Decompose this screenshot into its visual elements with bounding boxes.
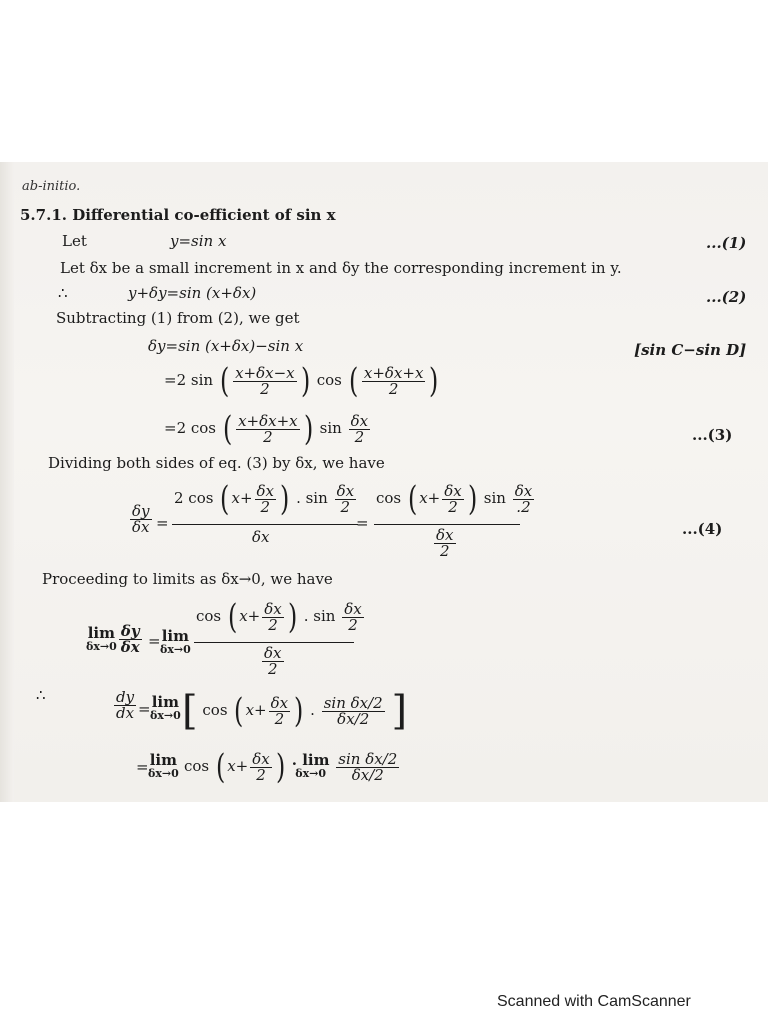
eq4-num1-x: x+ bbox=[231, 489, 253, 507]
lim-rhs-limit-block bbox=[160, 627, 191, 656]
eq4-equals-1: = bbox=[156, 514, 169, 532]
lim-rhs-sin: . sin bbox=[303, 607, 336, 625]
final-sin-frac bbox=[322, 693, 385, 728]
left-paren: ( bbox=[215, 747, 226, 787]
last-equals: = bbox=[136, 758, 149, 776]
lim-rhs-den-n: δx bbox=[264, 644, 282, 662]
eq4-num2-cos: cos bbox=[376, 489, 402, 507]
eq4-num1-frac bbox=[255, 481, 277, 516]
step-b-den1: 2 bbox=[263, 427, 273, 446]
lim-lhs-den: δx bbox=[120, 638, 140, 656]
step-a-num2: x+δx+x bbox=[363, 363, 424, 382]
final-dot: . bbox=[310, 701, 315, 719]
step-b-prefix: =2 cos bbox=[164, 419, 217, 437]
step-a-num1: x+δx−x bbox=[235, 363, 295, 382]
last-dx: δx bbox=[252, 749, 270, 768]
therefore-symbol: ∴ bbox=[58, 284, 68, 302]
eq4-num2-two: 2 bbox=[448, 497, 458, 516]
lim-word: lim bbox=[151, 693, 180, 711]
lim-word: lim bbox=[149, 751, 178, 769]
eq4-num2-sfrac bbox=[513, 481, 535, 516]
lim-lhs-frac bbox=[119, 624, 142, 655]
eq4-lhs-frac bbox=[130, 504, 152, 535]
eq4-label: ...(4) bbox=[682, 520, 723, 538]
eq3-label: ...(3) bbox=[692, 426, 733, 444]
eq4-num2-frac bbox=[442, 481, 464, 516]
eq4-num1-dot: . sin bbox=[296, 489, 328, 507]
last-limit-1-block bbox=[148, 751, 179, 780]
left-paren: ( bbox=[219, 361, 230, 401]
last-x: x+ bbox=[227, 757, 249, 775]
lim-rhs-num bbox=[196, 597, 366, 637]
subtract-line: Subtracting (1) from (2), we get bbox=[56, 309, 300, 327]
last-limit-2 bbox=[291, 751, 330, 780]
lim-rhs-sn: δx bbox=[344, 599, 362, 618]
lim-lhs-num: δy bbox=[119, 624, 142, 640]
eq4-equals-2: = bbox=[356, 514, 369, 532]
right-paren: ) bbox=[287, 597, 297, 637]
eq4-num2-x: x+ bbox=[419, 489, 441, 507]
lim-rhs-den bbox=[260, 646, 286, 677]
last-two: 2 bbox=[256, 765, 266, 784]
last-cos: cos bbox=[184, 757, 210, 775]
left-paren: ( bbox=[227, 597, 238, 637]
eq4-den2-n: δx bbox=[436, 526, 454, 544]
lim-rhs-dx: δx bbox=[264, 599, 282, 618]
step-b-num1: x+δx+x bbox=[238, 411, 298, 430]
lim-word: lim bbox=[87, 623, 116, 642]
left-paren: ( bbox=[220, 479, 230, 519]
final-cos: cos bbox=[202, 701, 228, 719]
right-paren: ) bbox=[275, 747, 285, 787]
lim-sub: δx→0 bbox=[86, 639, 117, 653]
limits-line: Proceeding to limits as δx→0, we have bbox=[42, 570, 333, 588]
right-paren: ) bbox=[429, 361, 439, 401]
eq4-den2-d: 2 bbox=[439, 542, 450, 560]
eq4-num1-two: 2 bbox=[260, 497, 271, 516]
left-bracket: [ bbox=[182, 688, 198, 734]
eq4-lhs-num: δy bbox=[132, 502, 150, 520]
eq1-label: ...(1) bbox=[706, 234, 747, 252]
step-b-mid: sin bbox=[319, 419, 342, 437]
right-paren: ) bbox=[280, 479, 290, 519]
eq4-den2-frac bbox=[434, 528, 456, 559]
eq4-num2-sd: .2 bbox=[516, 497, 531, 516]
lim-sub: δx→0 bbox=[295, 767, 326, 780]
right-paren: ) bbox=[300, 361, 310, 401]
final-equals: = bbox=[138, 700, 151, 718]
step-a-frac2 bbox=[362, 363, 426, 398]
sin-c-d-note: [sin C−sin D] bbox=[634, 341, 747, 359]
section-title: 5.7.1. Differential co-efficient of sin x bbox=[20, 206, 336, 224]
header-fragment: ab-initio. bbox=[22, 179, 81, 194]
lim-fraction-bar bbox=[194, 642, 354, 643]
eq4-num2 bbox=[376, 479, 536, 519]
step-a-den1: 2 bbox=[260, 379, 270, 398]
right-paren: ) bbox=[294, 691, 304, 731]
last-expr bbox=[184, 746, 401, 786]
last-sin-den: δx/2 bbox=[351, 765, 384, 784]
final-lhs-num: dy bbox=[116, 688, 135, 706]
eq4-num1-sd: 2 bbox=[340, 497, 351, 516]
therefore-symbol-2: ∴ bbox=[36, 686, 46, 704]
last-frac bbox=[250, 749, 272, 784]
lim-rhs-frac bbox=[262, 599, 284, 634]
step-a-mid: cos bbox=[316, 371, 342, 389]
step-b bbox=[164, 408, 372, 448]
final-two: 2 bbox=[274, 709, 285, 728]
lim-sub: δx→0 bbox=[160, 643, 191, 656]
lim-sub: δx→0 bbox=[150, 709, 181, 722]
eq4-lhs-den: δx bbox=[132, 518, 150, 536]
eq4-num2-dx: δx bbox=[444, 481, 462, 500]
lim-rhs-sd: 2 bbox=[348, 615, 358, 634]
step-a-frac1 bbox=[233, 363, 297, 398]
step-a-prefix: =2 sin bbox=[164, 371, 214, 389]
lim-rhs-sfrac bbox=[342, 599, 364, 634]
lim-rhs-den-frac bbox=[262, 646, 284, 677]
let-label: Let bbox=[62, 232, 87, 250]
lim-rhs-limit bbox=[160, 627, 191, 656]
final-x: x+ bbox=[245, 701, 267, 719]
eq4-num1-sn: δx bbox=[336, 481, 355, 500]
eq4-num2-sn: δx bbox=[514, 481, 533, 500]
lim-lhs-limit bbox=[86, 623, 117, 653]
let-equation: y=sin x bbox=[170, 232, 227, 250]
eq4-lhs bbox=[128, 504, 154, 535]
last-sin-frac bbox=[336, 749, 399, 784]
final-sin-den: δx/2 bbox=[337, 709, 370, 728]
final-lhs bbox=[112, 690, 138, 721]
step-b-frac1 bbox=[236, 411, 300, 446]
eq4-num1 bbox=[174, 479, 358, 519]
right-paren: ) bbox=[303, 409, 313, 449]
scanned-page bbox=[0, 162, 768, 802]
step-b-frac2 bbox=[349, 411, 371, 446]
right-bracket: ] bbox=[391, 688, 408, 734]
lim-sub: δx→0 bbox=[148, 767, 179, 780]
left-paren: ( bbox=[222, 409, 233, 449]
step-a-den2: 2 bbox=[388, 379, 399, 398]
lim-lhs bbox=[86, 624, 144, 655]
left-paren: ( bbox=[407, 479, 418, 519]
eq2-label: ...(2) bbox=[706, 288, 747, 306]
eq4-num1-dx: δx bbox=[256, 481, 275, 500]
eq4-num1-cos: 2 cos bbox=[174, 489, 214, 507]
final-lhs-den: dx bbox=[116, 704, 135, 722]
left-paren: ( bbox=[234, 691, 244, 731]
scanner-watermark: Scanned with CamScanner bbox=[497, 993, 691, 1010]
eq4-den1: δx bbox=[252, 528, 270, 546]
lim-rhs-x: x+ bbox=[239, 607, 261, 625]
final-sin-num: sin δx/2 bbox=[323, 693, 383, 712]
divide-line: Dividing both sides of eq. (3) by δx, we have bbox=[48, 454, 385, 472]
lim-rhs-cos: cos bbox=[196, 607, 222, 625]
right-paren: ) bbox=[467, 479, 477, 519]
lim-rhs-two: 2 bbox=[268, 615, 278, 634]
lim-word: lim bbox=[161, 627, 190, 645]
last-limit-1 bbox=[148, 751, 179, 780]
lim-rhs-den-d: 2 bbox=[267, 660, 278, 678]
last-dot-lim: . lim bbox=[291, 751, 330, 769]
dy-expression: δy=sin (x+δx)−sin x bbox=[148, 337, 304, 355]
eq2-expression: y+δy=sin (x+δx) bbox=[128, 284, 257, 302]
eq4-num1-sfrac bbox=[335, 481, 357, 516]
step-b-den2: 2 bbox=[354, 427, 365, 446]
final-bracket-expr bbox=[182, 688, 407, 732]
last-sin-num: sin δx/2 bbox=[338, 749, 398, 768]
final-lhs-frac bbox=[114, 690, 136, 721]
final-dx: δx bbox=[270, 693, 289, 712]
eq4-den2 bbox=[432, 528, 458, 559]
increment-line: Let δx be a small increment in x and δy the corresponding increment in y. bbox=[60, 259, 622, 277]
final-limit-block bbox=[150, 693, 181, 722]
final-limit bbox=[150, 693, 181, 722]
step-b-num2: δx bbox=[350, 411, 369, 430]
left-paren: ( bbox=[348, 361, 358, 401]
step-a bbox=[164, 360, 441, 400]
eq4-fraction-bar-1 bbox=[172, 524, 358, 525]
final-frac bbox=[269, 693, 291, 728]
lim-equals: = bbox=[148, 632, 161, 650]
eq4-num2-sin: sin bbox=[483, 489, 506, 507]
eq4-fraction-bar-2 bbox=[374, 524, 520, 525]
